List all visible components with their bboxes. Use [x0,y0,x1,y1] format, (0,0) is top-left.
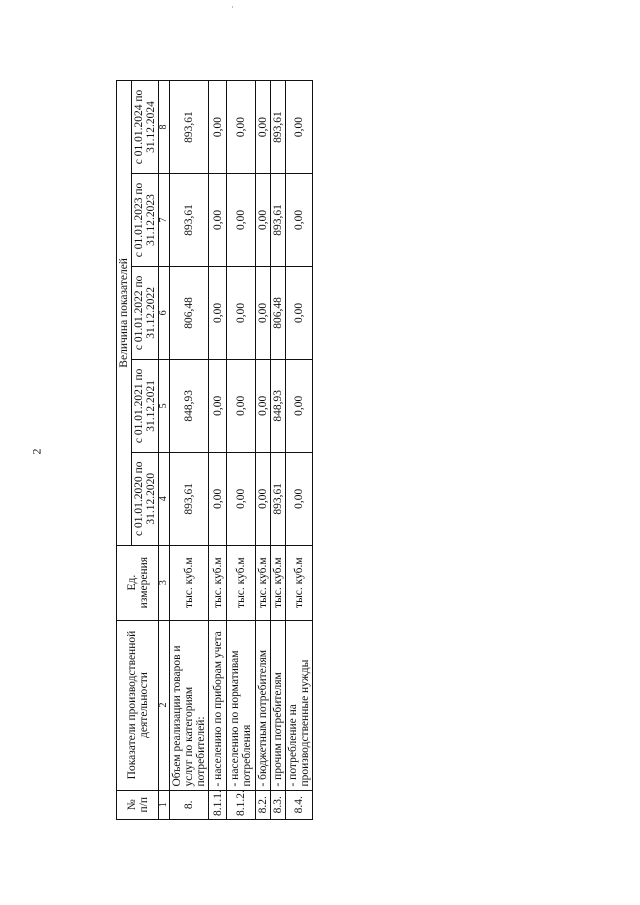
row-value: 0,00 [227,452,256,545]
header-period-2023: с 01.01.2023 по 31.12.2023 [132,173,159,266]
row-name: - населению по нормативам потребления [227,620,256,790]
header-num: № п/п [117,790,159,819]
row-num: 8.4. [286,790,313,819]
header-indicator: Показатели производственной деятельности [117,620,159,790]
row-num: 8.1.1. [209,790,227,819]
row-unit: тыс. куб.м [227,545,256,620]
row-value: 0,00 [286,173,313,266]
col-number: 4 [159,452,170,545]
row-value: 0,00 [286,266,313,359]
row-value: 0,00 [256,359,271,452]
header-values-group: Величина показателей [117,81,132,546]
header-period-2021: с 01.01.2021 по 31.12.2021 [132,359,159,452]
row-unit: тыс. куб.м [256,545,271,620]
row-value: 0,00 [256,452,271,545]
row-unit: тыс. куб.м [271,545,286,620]
row-name: - населению по приборам учета [209,620,227,790]
row-unit: тыс. куб.м [286,545,313,620]
row-name: - потребление на производственные нужды [286,620,313,790]
row-value: 0,00 [256,266,271,359]
indicators-table [116,80,313,820]
col-number: 2 [159,620,170,790]
row-value: 893,61 [170,452,209,545]
rotated-table-wrapper [116,80,311,820]
col-number: 8 [159,81,170,174]
header-period-2022: с 01.01.2022 по 31.12.2022 [132,266,159,359]
row-num: 8.1.2. [227,790,256,819]
scan-mark [232,6,233,8]
row-value: 893,61 [170,81,209,174]
row-num: 8. [170,790,209,819]
row-value: 0,00 [209,266,227,359]
col-number: 7 [159,173,170,266]
row-value: 893,61 [271,173,286,266]
row-value: 0,00 [286,452,313,545]
row-name: - прочим потребителям [271,620,286,790]
header-unit: Ед. измерения [117,545,159,620]
row-value: 0,00 [227,359,256,452]
row-value: 893,61 [271,81,286,174]
row-value: 806,48 [271,266,286,359]
col-number: 3 [159,545,170,620]
row-value: 848,93 [271,359,286,452]
row-value: 0,00 [227,173,256,266]
row-value: 893,61 [170,173,209,266]
table-row [209,81,227,820]
col-number: 1 [159,790,170,819]
row-value: 0,00 [256,173,271,266]
row-value: 848,93 [170,359,209,452]
row-value: 806,48 [170,266,209,359]
header-period-2020: с 01.01.2020 по 31.12.2020 [132,452,159,545]
row-value: 0,00 [209,173,227,266]
page-number: 2 [29,448,44,455]
row-unit: тыс. куб.м [170,545,209,620]
col-number: 6 [159,266,170,359]
row-value: 0,00 [209,452,227,545]
row-value: 0,00 [227,266,256,359]
row-name: - бюджетным потребителям [256,620,271,790]
header-period-2024: с 01.01.2024 по 31.12.2024 [132,81,159,174]
row-num: 8.3. [271,790,286,819]
table-row [256,81,271,820]
table-row [227,81,256,820]
row-name: Объем реализации товаров и услуг по категориям потребителей: [170,620,209,790]
row-value: 0,00 [209,359,227,452]
row-num: 8.2. [256,790,271,819]
row-unit: тыс. куб.м [209,545,227,620]
table-row [271,81,286,820]
row-value: 893,61 [271,452,286,545]
row-value: 0,00 [286,81,313,174]
table-row [170,81,209,820]
col-number: 5 [159,359,170,452]
row-value: 0,00 [256,81,271,174]
row-value: 0,00 [227,81,256,174]
row-value: 0,00 [286,359,313,452]
table-row [286,81,313,820]
row-value: 0,00 [209,81,227,174]
